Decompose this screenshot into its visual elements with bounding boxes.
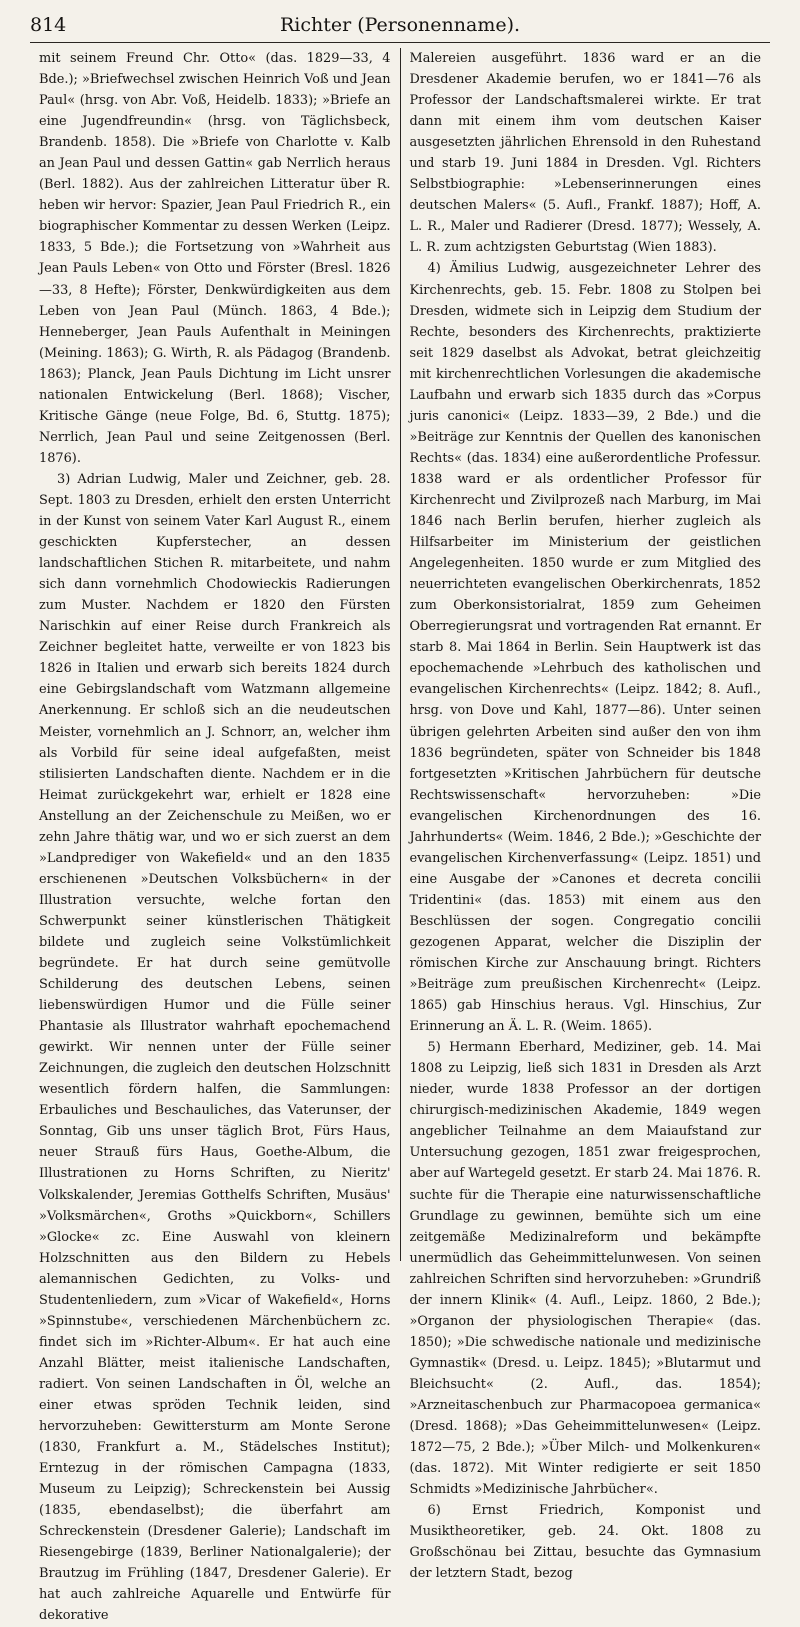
entry-adrian-ludwig: 3) Adrian Ludwig, Maler und Zeichner, geb. 28. Sept. 1803 zu Dresden, erhielt den ersten Unterricht in der Kunst von seinem Vater Karl August R., einem geschickten Kupferstecher, an dessen landschaftlichen Stichen R. mitarbeitete, und nahm sich dann vornehmlich Chodowieckis Radierungen zum Muster. Nachdem er 1820 den Fürsten Narischkin auf einer Reise durch Frankreich als Zeichner begleitet hatte, verweilte er von 1823 bis 1826 in Italien und erwarb sich bereits 1824 durch eine Gebirgslandschaft vom Watzmann allgemeine Anerkennung. Er schloß sich an die neudeutschen Meister, vornehmlich an J. Schnorr, an, welcher ihm als Vorbild für seine ideal aufgefaßten, meist stilisierten Landschaften diente. Nachdem er in die Heimat zurückgekehrt war, erhielt er 1828 eine Anstellung an der Zeichenschule zu Meißen, wo er zehn Jahre thätig war, und wo er sich zuerst an dem »Landprediger von Wakefield« und an den 1835 erschienenen »Deutschen Volksbüchern« in der Illustration versuchte, welche fortan den Schwerpunkt seiner künstlerischen Thätigkeit bildete und zugleich seine Volkstümlichkeit begründete. Er hat durch seine gemütvolle Schilderung des deutschen Lebens, seinen liebenswürdigen Humor und die Fülle seiner Phantasie als Illustrator wahrhaft epochemachend gewirkt. Wir nennen unter der Fülle seiner Zeichnungen, die zugleich den deutschen Holzschnitt wesentlich fördern halfen, die Sammlungen: Erbauliches und Beschauliches, das Vaterunser, der Sonntag, Gib uns unser täglich Brot, Fürs Haus, neuer Strauß fürs Haus, Goethe-Album, die Illustrationen zu Horns Schriften, zu Nieritz' Volkskalender, Jeremias Gotthelfs Schriften, Musäus' »Volksmärchen«, Groths »Quickborn«, Schillers »Glocke« zc. Eine Auswahl von kleinern Holzschnitten aus den Bildern zu Hebels alemannischen Gedichten, zu Volks- und Studentenliedern, zum »Vicar of Wakefield«, Horns »Spinnstube«, verschiedenen Märchenbüchern zc. findet sich im »Richter-Album«. Er hat auch eine Anzahl Blätter, meist italienische Landschaften, radiert. Von seinen Landschaften in Öl, welche an einer etwas spröden Technik leiden, sind hervorzuheben: Gewittersturm am Monte Serone (1830, Frankfurt a. M., Städelsches Institut); Erntezug in der römischen Campagna (1833, Museum zu Leipzig); Schreckenstein bei Aussig (1835, ebendaselbst); die überfahrt am Schreckenstein (Dresdener Galerie); Landschaft im Riesengebirge (1839, Berliner Nationalgalerie); der Brautzug im Frühling (1847, Dresdener Galerie). Er hat auch zahlreiche Aquarelle und Entwürfe für dekorative [39,471,391,1624]
paragraph-adrian-ludwig-continued: Malereien ausgeführt. 1836 ward er an die Dresdener Akademie berufen, wo er 1841—76 als Professor der Landschaftsmalerei wirkte. Er trat dann mit einem ihm vom deutschen Kaiser ausgesetzten jährlichen Ehrensold in den Ruhestand und starb 19. Juni 1884 in Dresden. Vgl. Richters Selbstbiographie: »Lebenserinnerungen eines deutschen Malers« (5. Aufl., Frankf. 1887); Hoff, A. L. R., Maler und Radierer (Dresd. 1877); Wessely, A. L. R. zum achtzigsten Geburtstag (Wien 1883). [409,51,761,256]
page-number: 814 [30,14,67,36]
paragraph-jean-paul-literature: mit seinem Freund Chr. Otto« (das. 1829—33, 4 Bde.); »Briefwechsel zwischen Heinrich Voß und Jean Paul« (hrsg. von Abr. Voß, Heidelb. 1833); »Briefe an eine Jugendfreundin« (hrsg. von Täglichsbeck, Brandenb. 1858). Die »Briefe von Charlotte v. Kalb an Jean Paul und dessen Gattin« gab Nerrlich heraus (Berl. 1882). Aus der zahlreichen Litteratur über R. heben wir hervor: Spazier, Jean Paul Friedrich R., ein biographischer Kommentar zu dessen Werken (Leipz. 1833, 5 Bde.); die Fortsetzung von »Wahrheit aus Jean Pauls Leben« von Otto und Förster (Bresl. 1826—33, 8 Hefte); Förster, Denkwürdigkeiten aus dem Leben von Jean Paul (Münch. 1863, 4 Bde.); Henneberger, Jean Pauls Aufenthalt in Meiningen (Meining. 1863); G. Wirth, R. als Pädagog (Brandenb. 1863); Planck, Jean Pauls Dichtung im Licht unsrer nationalen Entwickelung (Berl. 1868); Vischer, Kritische Gänge (neue Folge, Bd. 6, Stuttg. 1875); Nerrlich, Jean Paul und seine Zeitgenossen (Berl. 1876). [39,51,391,466]
entry-hermann-eberhard: 5) Hermann Eberhard, Mediziner, geb. 14. Mai 1808 zu Leipzig, ließ sich 1831 in Dresden als Arzt nieder, wurde 1838 Professor an der dortigen chirurgisch-medizinischen Akademie, 1849 wegen angeblicher Teilnahme an dem Maiaufstand zur Untersuchung gezogen, 1851 zwar freigesprochen, aber auf Wartegeld gesetzt. Er starb 24. Mai 1876. R. suchte für die Therapie eine naturwissenschaftliche Grundlage zu gewinnen, bemühte sich um eine zeitgemäße Medizinalreform und bekämpfte unermüdlich das Geheimmittelunwesen. Von seinen zahlreichen Schriften sind hervorzuheben: »Grundriß der innern Klinik« (4. Aufl., Leipz. 1860, 2 Bde.); »Organon der physiologischen Therapie« (das. 1850); »Die schwedische nationale und medizinische Gymnastik« (Dresd. u. Leipz. 1845); »Blutarmut und Bleichsucht« (2. Aufl., das. 1854); »Arzneitaschenbuch zur Pharmacopoea germanica« (Dresd. 1868); »Das Geheimmittelunwesen« (Leipz. 1872—75, 2 Bde.); »Über Milch- und Molkenkuren« (das. 1872). Mit Winter redigierte er seit 1850 Schmidts »Medizinische Jahrbücher«. [409,1040,761,1498]
left-column [30,48,400,1624]
running-title: Richter (Personenname). [279,14,521,36]
entry-aemilius-ludwig: 4) Ämilius Ludwig, ausgezeichneter Lehrer des Kirchenrechts, geb. 15. Febr. 1808 zu Stolpen bei Dresden, widmete sich in Leipzig dem Studium der Rechte, besonders des Kirchenrechts, praktizierte seit 1829 daselbst als Advokat, betrat gleichzeitig mit kirchenrechtlichen Vorlesungen die akademische Laufbahn und erwarb sich 1835 durch das »Corpus juris canonici« (Leipz. 1833—39, 2 Bde.) und die »Beiträge zur Kenntnis der Quellen des kanonischen Rechts« (das. 1834) eine außerordentliche Professur. 1838 ward er als ordentlicher Professor für Kirchenrecht und Zivilprozeß nach Marburg, im Mai 1846 nach Berlin berufen, hierher zugleich als Hilfsarbeiter im Ministerium der geistlichen Angelegenheiten. 1850 wurde er zum Mitglied des neuerrichteten evangelischen Oberkirchenrats, 1852 zum Oberkonsistorialrat, 1859 zum Geheimen Oberregierungsrat und vortragenden Rat ernannt. Er starb 8. Mai 1864 in Berlin. Sein Hauptwerk ist das epochemachende »Lehrbuch des katholischen und evangelischen Kirchenrechts« (Leipz. 1842; 8. Aufl., hrsg. von Dove und Kahl, 1877—86). Unter seinen übrigen gelehrten Arbeiten sind außer den von ihm 1836 begründeten, später von Schneider bis 1848 fortgesetzten »Kritischen Jahrbüchern für deutsche Rechtswissenschaft« hervorzuheben: »Die evangelischen Kirchenordnungen des 16. Jahrhunderts« (Weim. 1846, 2 Bde.); »Geschichte der evangelischen Kirchenverfassung« (Leipz. 1851) und eine Ausgabe der »Canones et decreta concilii Tridentini« (das. 1853) mit einem aus den Beschlüssen der sogen. Congregatio concilii gezogenen Apparat, welcher die Disziplin der römischen Kirche zur Anschauung bringt. Richters »Beiträge zum preußischen Kirchenrecht« (Leipz. 1865) gab Hinschius heraus. Vgl. Hinschius, Zur Erinnerung an Ä. L. R. (Weim. 1865). [409,261,761,1035]
entry-ernst-friedrich: 6) Ernst Friedrich, Komponist und Musiktheoretiker, geb. 24. Okt. 1808 zu Großschönau bei Zittau, besuchte das Gymnasium der letztern Stadt, bezog [409,1503,761,1582]
page-header [30,12,770,43]
right-column [401,48,771,1582]
text-columns [30,48,770,1624]
